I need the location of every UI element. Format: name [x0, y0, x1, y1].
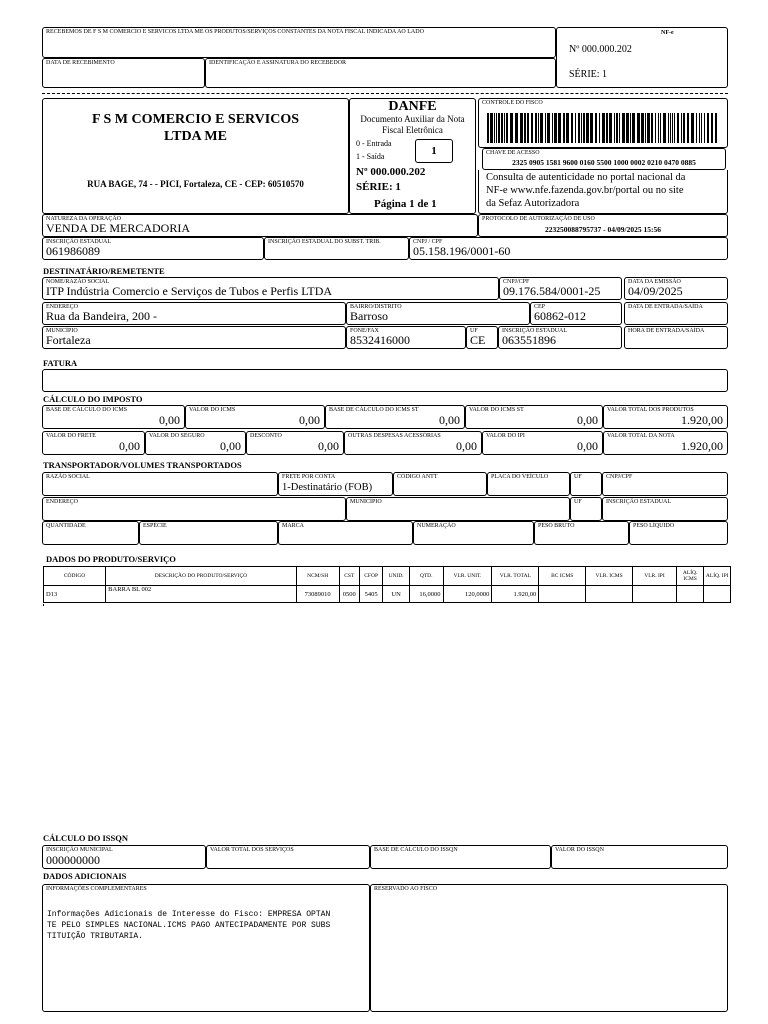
tax-total-invoice-box: [603, 431, 728, 455]
issqn-services-box: [206, 845, 370, 869]
receipt-box: [42, 27, 556, 58]
cell-bc-icms: [539, 586, 586, 603]
tax-insurance-box: [145, 431, 246, 455]
recipient-section-title: DESTINATÁRIO/REMETENTE: [43, 266, 165, 276]
emission-date-label: DATA DA EMISSÃO: [628, 279, 681, 285]
recipient-cnpj-value: 09.176.584/0001-25: [503, 284, 601, 298]
cell-icms-rate: [676, 586, 704, 603]
recipient-cep-label: CEP: [534, 304, 546, 310]
danfe-saida: 1 - Saída: [356, 152, 385, 161]
volume-qty-label: QUANTIDADE: [46, 523, 86, 529]
cell-qty: 16,0000: [409, 586, 443, 603]
freight-box: [278, 472, 393, 496]
antt-box: [393, 472, 487, 496]
emitter-name-line1: F S M COMERCIO E SERVICOS: [91, 112, 300, 127]
recipient-address-box: [42, 302, 346, 325]
tax-total-invoice-label: VALOR TOTAL DA NOTA: [607, 433, 675, 439]
issqn-base-box: [370, 845, 551, 869]
emitter-name-line2: LTDA ME: [164, 129, 227, 144]
recipient-phone-label: FONE/FAX: [350, 328, 379, 334]
danfe-subtitle2: Fiscal Eletrônica: [382, 125, 443, 135]
tax-base-icms-st-box: [325, 405, 465, 429]
recipient-address-value: Rua da Bandeira, 200 -: [46, 309, 157, 323]
entry-date-box: [624, 302, 728, 325]
additional-info-box: [42, 884, 370, 1012]
products-section-title: DADOS DO PRODUTO/SERVIÇO: [46, 554, 176, 564]
tax-discount-box: [246, 431, 344, 455]
carrier-name-label: RAZÃO SOCIAL: [46, 474, 90, 480]
tax-insurance-value: 0,00: [220, 439, 241, 453]
tax-base-icms-st-value: 0,00: [439, 413, 460, 427]
tax-icms-st-value: 0,00: [577, 413, 598, 427]
carrier-uf-label: UF: [574, 474, 582, 480]
nature-value: VENDA DE MERCADORIA: [46, 221, 190, 235]
emitter-cnpj-box: [409, 237, 728, 260]
tax-total-products-box: [603, 405, 728, 429]
products-header-row: [44, 567, 731, 586]
access-key-value: 2325 0905 1581 9600 0160 5500 1000 0002 0210 0470 0885: [512, 158, 696, 167]
additional-info-line3: TITUIÇÃO TRIBUTARIA.: [47, 932, 144, 941]
recipient-district-box: [346, 302, 530, 325]
plate-label: PLACA DO VEÍCULO: [491, 474, 549, 480]
protocol-label: PROTOCOLO DE AUTORIZAÇÃO DE USO: [482, 216, 595, 222]
danfe-box: [349, 98, 476, 214]
carrier-city-box: [346, 497, 570, 521]
issqn-value-label: VALOR DO ISSQN: [555, 847, 604, 853]
tax-total-products-value: 1.920,00: [681, 413, 723, 427]
table-row: [44, 586, 731, 603]
recipient-address-label: ENDEREÇO: [46, 304, 78, 310]
carrier-address-label: ENDEREÇO: [46, 499, 78, 505]
carrier-cnpj-label: CNPJ/CPF: [606, 474, 633, 480]
tax-ipi-box: [482, 431, 603, 455]
reserved-fisco-label: RESERVADO AO FISCO: [374, 886, 438, 892]
emitter-cnpj-label: CNPJ / CPF: [413, 239, 443, 245]
recipient-cnpj-box: [499, 277, 622, 300]
receipt-signature-label: IDENTIFICAÇÃO E ASSINATURA DO RECEBEDOR: [209, 60, 347, 66]
emitter-ie-label: INSCRIÇÃO ESTADUAL: [46, 239, 112, 245]
tax-icms-label: VALOR DO ICMS: [189, 407, 236, 413]
cell-ipi-rate: [704, 586, 731, 603]
tax-base-icms-value: 0,00: [159, 413, 180, 427]
cell-icms-value: [586, 586, 633, 603]
receipt-nfe-series: SÉRIE: 1: [569, 69, 608, 80]
danfe-series: SÉRIE: 1: [356, 181, 401, 193]
issqn-services-label: VALOR TOTAL DOS SERVIÇOS: [210, 847, 294, 853]
tax-base-icms-box: [42, 405, 185, 429]
tax-icms-st-box: [465, 405, 603, 429]
issqn-section-title: CÁLCULO DO ISSQN: [43, 833, 129, 843]
protocol-value: 223250088795737 - 04/09/2025 15:56: [544, 225, 662, 234]
tax-base-icms-st-label: BASE DE CÁLCULO DO ICMS ST: [329, 407, 419, 413]
recipient-name-label: NOME/RAZÃO SOCIAL: [46, 279, 110, 285]
carrier-city-label: MUNICÍPIO: [350, 499, 382, 505]
recipient-city-value: Fortaleza: [46, 333, 91, 347]
volume-numbering-box: [413, 521, 534, 545]
issqn-im-box: [42, 845, 206, 869]
recipient-city-label: MUNICÍPIO: [46, 328, 78, 334]
recipient-ie-label: INSCRIÇÃO ESTADUAL: [502, 328, 568, 334]
carrier-name-box: [42, 472, 278, 496]
col-header-unit-value: VLR. UNIT.: [443, 567, 492, 586]
tax-freight-box: [42, 431, 145, 455]
entry-time-label: HORA DE ENTRADA/SAÍDA: [628, 328, 705, 334]
tax-ipi-value: 0,00: [577, 439, 598, 453]
emitter-name: [43, 111, 348, 145]
antt-label: CÓDIGO ANTT: [397, 474, 438, 480]
volume-brand-label: MARCA: [282, 523, 305, 529]
danfe-type-box: [415, 139, 453, 163]
receipt-text: RECEBEMOS DE F S M COMERCIO E SERVICOS LTDA ME OS PRODUTOS/SERVIÇOS CONSTANTES DA NOTA FISCAL INDICADA AO LADO: [46, 29, 424, 35]
volume-qty-box: [42, 521, 139, 545]
additional-info-line2: TE PELO SIMPLES NACIONAL.ICMS PAGO ANTECIPADAMENTE POR SUBS: [47, 921, 331, 930]
col-header-bc-icms: BC ICMS: [539, 567, 586, 586]
carrier-ie-label: INSCRIÇÃO ESTADUAL: [606, 499, 672, 505]
danfe-number: Nº 000.000.202: [356, 166, 426, 178]
carrier-uf2-label: UF: [574, 499, 582, 505]
transport-section-title: TRANSPORTADOR/VOLUMES TRANSPORTADOS: [43, 460, 242, 470]
recipient-name-box: [42, 277, 499, 300]
col-header-qty: QTD.: [409, 567, 443, 586]
issqn-base-label: BASE DE CÁLCULO DO ISSQN: [374, 847, 458, 853]
tax-freight-value: 0,00: [119, 439, 140, 453]
col-header-ncm: NCM/SH: [296, 567, 339, 586]
recipient-cep-box: [530, 302, 622, 325]
access-key-label: CHAVE DE ACESSO: [486, 150, 540, 156]
cell-cst: 0500: [339, 586, 359, 603]
carrier-address-box: [42, 497, 346, 521]
cut-line: [42, 93, 728, 94]
recipient-phone-value: 8532416000: [350, 333, 410, 347]
volume-net-label: PESO LÍQUIDO: [633, 523, 675, 529]
carrier-ie-box: [602, 497, 728, 521]
consulta-box: [478, 170, 728, 214]
products-table: [43, 566, 731, 603]
tax-icms-box: [185, 405, 325, 429]
protocol-box: [478, 214, 728, 237]
freight-label: FRETE POR CONTA: [282, 474, 336, 480]
volume-species-box: [139, 521, 278, 545]
emitter-cnpj-value: 05.158.196/0001-60: [413, 244, 511, 258]
emitter-ie-st-label: INSCRIÇÃO ESTADUAL DO SUBST. TRIB.: [268, 239, 381, 245]
col-header-description: DESCRIÇÃO DO PRODUTO/SERVIÇO: [106, 567, 297, 586]
recipient-ie-value: 063551896: [502, 333, 556, 347]
additional-info-line1: Informações Adicionais de Interesse do Fisco: EMPRESA OPTAN: [47, 910, 331, 919]
reserved-fisco-box: [370, 884, 728, 1012]
emission-date-box: [624, 277, 728, 300]
tax-discount-label: DESCONTO: [250, 433, 282, 439]
carrier-uf2-box: [570, 497, 602, 521]
volume-species-label: ESPÉCIE: [143, 523, 167, 529]
cell-ipi-value: [633, 586, 677, 603]
col-header-icms-rate: ALÍQ. ICMS: [676, 567, 704, 586]
col-header-code: CÓDIGO: [44, 567, 106, 586]
fisco-control-box: [478, 98, 728, 148]
col-header-total-value: VLR. TOTAL: [492, 567, 539, 586]
plate-box: [487, 472, 570, 496]
col-header-cfop: CFOP: [359, 567, 382, 586]
issqn-im-label: INSCRIÇÃO MUNICIPAL: [46, 847, 113, 853]
emitter-ie-value: 061986089: [46, 244, 100, 258]
danfe-subtitle1: Documento Auxiliar da Nota: [360, 114, 465, 124]
recipient-city-box: [42, 326, 346, 349]
recipient-phone-box: [346, 326, 466, 349]
cell-ncm: 73089010: [296, 586, 339, 603]
additional-section-title: DADOS ADICIONAIS: [43, 871, 127, 881]
volume-numbering-label: NUMERAÇÃO: [417, 523, 456, 529]
recipient-ie-box: [498, 326, 622, 349]
cell-unit-value: 120,0000: [443, 586, 492, 603]
recipient-cnpj-label: CNPJ/CPF: [503, 279, 530, 285]
receipt-nfe-label: NF-e: [661, 30, 674, 36]
receipt-date-label: DATA DE RECEBIMENTO: [46, 60, 115, 66]
consulta-line3: da Sefaz Autorizadora: [486, 198, 580, 209]
fisco-control-label: CONTROLE DO FISCO: [482, 100, 543, 106]
emitter-address: RUA BAGE, 74 - - PICI, Fortaleza, CE - CEP: 60510570: [87, 179, 304, 189]
carrier-uf-box: [570, 472, 602, 496]
danfe-page: Página 1 de 1: [374, 198, 437, 210]
recipient-district-label: BAIRRO/DISTRITO: [350, 304, 402, 310]
receipt-nfe-box: [556, 27, 728, 88]
col-header-icms-value: VLR. ICMS: [586, 567, 633, 586]
nature-label: NATUREZA DA OPERAÇÃO: [46, 216, 122, 222]
cell-code: D13: [44, 586, 106, 603]
receipt-date-box: [42, 58, 205, 88]
entry-date-label: DATA DE ENTRADA/SAÍDA: [628, 304, 703, 310]
tax-total-products-label: VALOR TOTAL DOS PRODUTOS: [607, 407, 694, 413]
receipt-nfe-number: Nº 000.000.202: [569, 44, 632, 55]
danfe-type-value: 1: [431, 145, 437, 157]
col-header-unit: UNID.: [383, 567, 410, 586]
recipient-district-value: Barroso: [350, 309, 388, 323]
tax-icms-value: 0,00: [299, 413, 320, 427]
access-key-box: [482, 148, 726, 170]
cell-unit: UN: [383, 586, 410, 603]
col-header-ipi-rate: ALÍQ. IPI: [704, 567, 731, 586]
emitter-box: [42, 98, 349, 214]
emission-date-value: 04/09/2025: [628, 284, 683, 298]
tax-other-expenses-box: [344, 431, 482, 455]
danfe-entrada: 0 - Entrada: [356, 139, 392, 148]
issqn-im-value: 000000000: [46, 853, 100, 867]
products-left-rule: [43, 604, 44, 606]
issqn-value-box: [551, 845, 728, 869]
col-header-ipi-value: VLR. IPI: [633, 567, 677, 586]
nature-box: [42, 214, 478, 237]
recipient-uf-value: CE: [470, 333, 486, 347]
tax-freight-label: VALOR DO FRETE: [46, 433, 96, 439]
consulta-line1: Consulta de autenticidade no portal nacional da: [486, 172, 686, 183]
volume-net-box: [629, 521, 728, 545]
tax-discount-value: 0,00: [318, 439, 339, 453]
col-header-cst: CST: [339, 567, 359, 586]
invoice-section-title: FATURA: [43, 358, 78, 368]
freight-value: 1-Destinatário (FOB): [282, 482, 373, 493]
cell-description: BARRA BL 002: [106, 586, 297, 603]
volume-brand-box: [278, 521, 413, 545]
invoice-box: [42, 369, 728, 392]
tax-icms-st-label: VALOR DO ICMS ST: [469, 407, 524, 413]
danfe-title: DANFE: [388, 99, 437, 114]
recipient-uf-label: UF: [470, 328, 478, 334]
tax-section-title: CÁLCULO DO IMPOSTO: [43, 394, 143, 404]
entry-time-box: [624, 326, 728, 349]
tax-total-invoice-value: 1.920,00: [681, 439, 723, 453]
recipient-name-value: ITP Indústria Comercio e Serviços de Tubos e Perfis LTDA: [46, 284, 333, 298]
recipient-uf-box: [466, 326, 498, 349]
tax-other-expenses-value: 0,00: [456, 439, 477, 453]
barcode: [487, 113, 719, 143]
consulta-line2: NF-e www.nfe.fazenda.gov.br/portal ou no site: [486, 185, 684, 196]
tax-base-icms-label: BASE DE CÁLCULO DO ICMS: [46, 407, 128, 413]
additional-info-text: [47, 909, 330, 942]
tax-other-expenses-label: OUTRAS DESPESAS ACESSÓRIAS: [348, 433, 441, 439]
volume-gross-label: PESO BRUTO: [538, 523, 575, 529]
carrier-cnpj-box: [602, 472, 728, 496]
cell-cfop: 5405: [359, 586, 382, 603]
volume-gross-box: [534, 521, 629, 545]
tax-ipi-label: VALOR DO IPI: [486, 433, 525, 439]
emitter-ie-box: [42, 237, 264, 260]
cell-total-value: 1.920,00: [492, 586, 539, 603]
recipient-cep-value: 60862-012: [534, 309, 586, 323]
emitter-ie-st-box: [264, 237, 409, 260]
tax-insurance-label: VALOR DO SEGURO: [149, 433, 205, 439]
additional-info-label: INFORMAÇÕES COMPLEMENTARES: [46, 886, 147, 892]
receipt-signature-box: [205, 58, 556, 88]
